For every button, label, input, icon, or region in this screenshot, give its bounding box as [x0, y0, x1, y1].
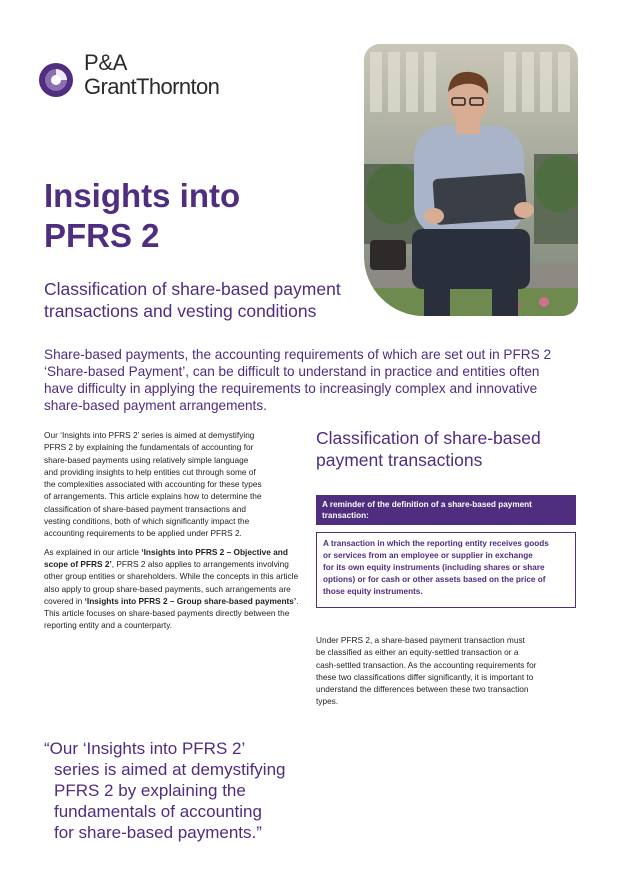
- left-p2-text-a: As explained in our article: [44, 546, 142, 557]
- page-title-line-2: PFRS 2: [44, 217, 160, 254]
- grant-thornton-logo-icon: [38, 62, 74, 98]
- definition-line: or services from an employee or supplier in exchange: [323, 551, 533, 560]
- quote-line: series is aimed at demystifying: [54, 760, 286, 779]
- definition-line: for its own equity instruments (including shares or share: [323, 563, 545, 572]
- reminder-line-2: transaction:: [322, 511, 369, 520]
- reminder-line-1: A reminder of the definition of a share-based payment: [322, 500, 532, 509]
- right-body-paragraph: [316, 634, 578, 708]
- article-link-objective-scope[interactable]: ‘Insights into PFRS 2 – Objective and scope of PFRS 2’: [44, 546, 288, 569]
- left-p1-line: of arrangements. This article explains how to determine the: [44, 491, 262, 502]
- brand-logo: [38, 44, 238, 100]
- left-p1-line: Our ‘Insights into PFRS 2’ series is aimed at demystifying: [44, 430, 255, 440]
- right-body-line: understand the differences between these two transaction: [316, 684, 529, 695]
- page-title-line-1: Insights into: [44, 177, 241, 214]
- intro-line: ‘Share-based Payment’, can be difficult to understand in practice and entities often: [44, 364, 540, 379]
- intro-line: Share-based payments, the accounting requirements of which are set out in PFRS 2: [44, 347, 552, 362]
- hero-photo: [364, 44, 578, 316]
- page-title: [44, 176, 344, 256]
- left-p1-line: accounting requirements to be applied under PFRS 2.: [44, 528, 242, 539]
- section-heading-line-2: payment transactions: [316, 450, 483, 470]
- article-link-group-sbp[interactable]: ‘Insights into PFRS 2 – Group share-based payments’: [84, 595, 297, 606]
- reminder-banner: [316, 495, 576, 525]
- left-paragraph-2: [44, 546, 306, 632]
- left-p2-text-e: . This article focuses on share-based payments directly between the reporting entity and a counterparty.: [44, 595, 299, 631]
- definition-box: [316, 532, 576, 608]
- left-p1-line: the complexities associated with accounting for these types: [44, 479, 262, 490]
- left-p1-line: PFRS 2 by explaining the fundamentals of accounting for: [44, 442, 254, 453]
- page-subtitle: [44, 278, 384, 322]
- left-p1-line: and providing insights to help entities cut through some of: [44, 466, 256, 477]
- subtitle-line-1: Classification of share-based payment: [44, 279, 341, 299]
- left-p1-line: vesting conditions, both of which significantly impact the: [44, 516, 250, 527]
- definition-line: A transaction in which the reporting entity receives goods: [323, 539, 549, 548]
- quote-line: fundamentals of accounting: [54, 802, 262, 821]
- section-heading-line-1: Classification of share-based: [316, 428, 541, 448]
- left-p2-text-c: , PFRS 2 also applies to arrangements involving other group entities or shareholders. While the concepts in this article also apply to group share-based payments, such arrangements are covered in: [44, 558, 299, 606]
- left-p1-line: share-based payments using relatively simple language: [44, 454, 249, 465]
- quote-line: for share-based payments.”: [54, 823, 262, 842]
- definition-line: options) or for cash or other assets based on the price of: [323, 575, 546, 584]
- subtitle-line-2: transactions and vesting conditions: [44, 301, 317, 321]
- intro-line: have difficulty in applying the requirements to increasingly complex and innovative: [44, 381, 538, 396]
- quote-line: “Our ‘Insights into PFRS 2’: [44, 739, 246, 758]
- intro-paragraph: [44, 346, 584, 414]
- logo-line-pa: P&A: [84, 50, 128, 75]
- right-body-line: these two classifications differ significantly, it is important to: [316, 671, 534, 682]
- left-p1-line: classification of share-based payment transactions and: [44, 503, 247, 514]
- right-body-line: cash-settled transaction. As the accounting requirements for: [316, 659, 537, 670]
- left-column: [44, 429, 306, 638]
- intro-line: share-based payment arrangements.: [44, 398, 267, 413]
- right-body-line: be classified as either an equity-settled transaction or a: [316, 647, 519, 658]
- pull-quote: [44, 738, 334, 843]
- quote-line: PFRS 2 by explaining the: [54, 781, 246, 800]
- left-paragraph-1: [44, 429, 306, 540]
- section-heading: [316, 427, 586, 471]
- logo-line-grantthornton: GrantThornton: [84, 74, 220, 99]
- definition-line: those equity instruments.: [323, 587, 423, 596]
- right-body-line: Under PFRS 2, a share-based payment transaction must: [316, 635, 525, 645]
- man-with-tablet-illustration: [364, 44, 578, 316]
- right-body-line: types.: [316, 696, 339, 707]
